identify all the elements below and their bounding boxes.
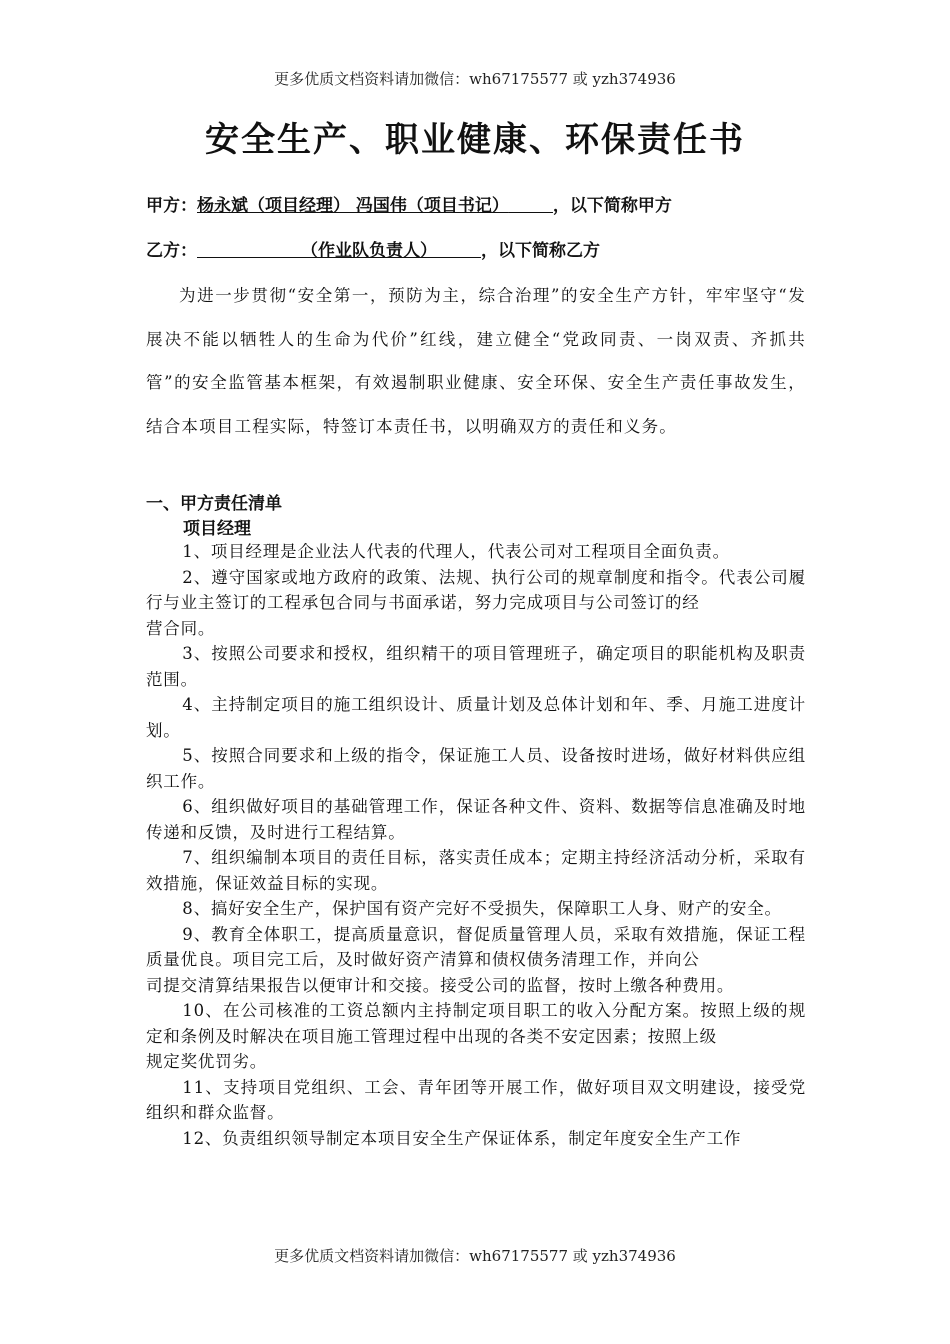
party-b-suffix: ，以下简称乙方 xyxy=(481,241,600,261)
party-b-value: （作业队负责人） xyxy=(301,241,437,261)
party-b-line xyxy=(146,236,600,261)
party-a-underline xyxy=(509,196,553,213)
list-item: 4、主持制定项目的施工组织设计、质量计划及总体计划和年、季、月施工进度计划。 xyxy=(146,695,806,740)
intro-text: 为进一步贯彻“安全第一，预防为主，综合治理”的安全生产方针，牢牢坚守“发展决不能以牺牲人的生命为代价”红线，建立健全“党政同责、一岗双责、齐抓共管”的安全监管基本框架，有效遏制职业健康、安全环保、安全生产责任事故发生，结合本项目工程实际，特签订本责任书，以明确双方的责任和义务。 xyxy=(146,286,806,436)
header-note: 更多优质文档资料请加微信：wh67175577 或 yzh374936 xyxy=(274,70,676,88)
intro-paragraph xyxy=(146,274,806,448)
document-title: 安全生产、职业健康、环保责任书 xyxy=(205,120,745,160)
responsibility-list xyxy=(146,539,806,1151)
party-b-label: 乙方： xyxy=(146,241,197,261)
list-item: 8、搞好安全生产，保护国有资产完好不受损失，保障职工人身、财产的安全。 xyxy=(182,899,782,918)
list-item: 6、组织做好项目的基础管理工作，保证各种文件、资料、数据等信息准确及时地传递和反馈，及时进行工程结算。 xyxy=(146,797,806,842)
list-item: 1、项目经理是企业法人代表的代理人，代表公司对工程项目全面负责。 xyxy=(182,542,730,561)
subsection-title: 项目经理 xyxy=(183,519,251,539)
party-a-label: 甲方： xyxy=(146,196,197,216)
list-item: 12、负责组织领导制定本项目安全生产保证体系，制定年度安全生产工作 xyxy=(182,1128,742,1148)
party-b-blank xyxy=(197,241,301,258)
list-item-continuation: 规定奖优罚劣。 xyxy=(146,1052,268,1071)
section-title: 一、甲方责任清单 xyxy=(146,494,282,514)
list-item: 10、在公司核准的工资总额内主持制定项目职工的收入分配方案。按照上级的规定和条例及时解决在项目施工管理过程中出现的各类不安定因素；按照上级 xyxy=(146,1001,806,1046)
party-a-suffix: ，以下简称甲方 xyxy=(552,196,672,216)
list-item-continuation: 司提交清算结果报告以便审计和交接。接受公司的监督，按时上缴各种费用。 xyxy=(146,975,735,995)
list-item: 11、支持项目党组织、工会、青年团等开展工作，做好项目双文明建设，接受党组织和群众监督。 xyxy=(146,1077,806,1122)
party-b-underline xyxy=(437,241,481,258)
list-item-continuation: 营合同。 xyxy=(146,618,216,638)
footer-note: 更多优质文档资料请加微信：wh67175577 或 yzh374936 xyxy=(274,1247,676,1265)
list-item: 9、教育全体职工，提高质量意识，督促质量管理人员，采取有效措施，保证工程质量优良。项目完工后，及时做好资产清算和债权债务清理工作，并向公 xyxy=(146,924,806,969)
list-item: 3、按照公司要求和授权，组织精干的项目管理班子，确定项目的职能机构及职责范围。 xyxy=(146,644,806,689)
list-item: 7、组织编制本项目的责任目标，落实责任成本；定期主持经济活动分析，采取有效措施，保证效益目标的实现。 xyxy=(146,848,806,893)
list-item: 5、按照合同要求和上级的指令，保证施工人员、设备按时进场，做好材料供应组织工作。 xyxy=(146,746,806,791)
party-a-line xyxy=(146,191,672,216)
list-item: 2、遵守国家或地方政府的政策、法规、执行公司的规章制度和指令。代表公司履行与业主签订的工程承包合同与书面承诺，努力完成项目与公司签订的经 xyxy=(146,567,806,612)
party-a-value: 杨永斌（项目经理） 冯国伟（项目书记） xyxy=(197,196,509,216)
